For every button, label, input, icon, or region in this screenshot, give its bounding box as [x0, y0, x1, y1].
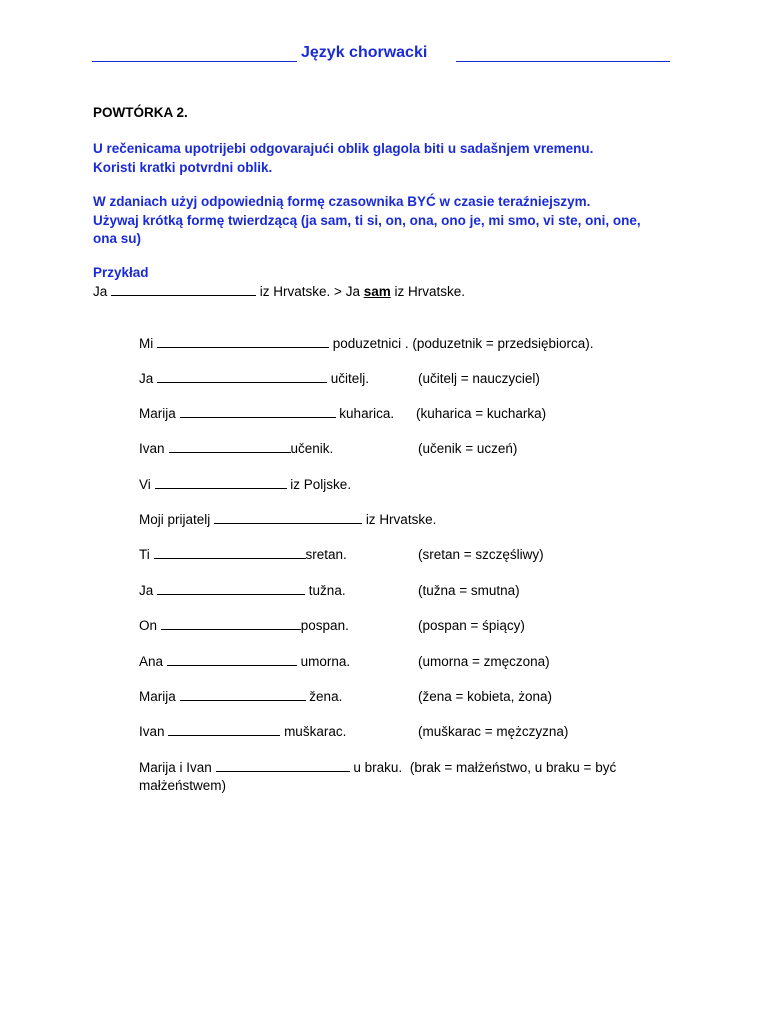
answer-blank[interactable] — [169, 442, 291, 453]
example-end: iz Hrvatske. — [394, 284, 466, 299]
exercise-predicate: iz Hrvatske. — [365, 512, 437, 527]
exercise-row — [139, 512, 436, 527]
exercise-subject: Mi — [139, 336, 154, 351]
exercise-predicate: umorna. — [300, 654, 351, 669]
answer-blank[interactable] — [180, 407, 336, 418]
exercise-gloss: (brak = małżeństwo, u braku = być małżeństwem) — [139, 760, 617, 793]
exercise-subject: Marija — [139, 406, 176, 421]
exercise-subject: Ja — [139, 583, 154, 598]
exercise-subject: On — [139, 618, 158, 633]
answer-blank[interactable] — [154, 548, 306, 559]
exercise-predicate: učenik. — [290, 441, 334, 456]
exercise-row — [139, 406, 394, 421]
exercise-subject: Ivan — [139, 724, 165, 739]
exercise-row — [139, 583, 346, 598]
page-title: Język chorwacki — [301, 44, 428, 61]
instruction-line: Używaj krótką formę twierdzącą (ja sam, ti si, on, ona, ono je, mi smo, vi ste, oni, one, — [93, 212, 641, 228]
answer-blank[interactable] — [157, 372, 327, 383]
instruction-line: U rečenicama upotrijebi odgovarajući oblik glagola biti u sadašnjem vremenu. — [93, 141, 594, 156]
exercise-row — [139, 654, 350, 669]
exercise-subject: Ana — [139, 654, 164, 669]
exercise-gloss: (tužna = smutna) — [418, 583, 520, 598]
exercise-predicate: učitelj. — [330, 371, 370, 386]
exercise-subject: Ivan — [139, 441, 165, 456]
exercise-gloss: (muškarac = mężczyzna) — [418, 724, 569, 739]
section-heading: POWTÓRKA 2. — [93, 105, 188, 120]
answer-blank[interactable] — [157, 337, 329, 348]
exercise-gloss: (sretan = szczęśliwy) — [418, 547, 544, 562]
instructions-polish — [93, 193, 683, 249]
exercise-row — [139, 724, 346, 739]
answer-blank[interactable] — [216, 761, 350, 772]
exercise-row — [139, 477, 351, 492]
title-rule-left — [92, 61, 297, 62]
exercise-gloss: (učenik = uczeń) — [418, 441, 518, 456]
exercise-predicate: sretan. — [305, 547, 347, 562]
example-start: Ja — [93, 284, 108, 299]
exercise-row — [139, 371, 369, 386]
exercise-predicate: žena. — [309, 689, 343, 704]
answer-blank[interactable] — [168, 725, 280, 736]
example-answer: sam — [363, 284, 391, 299]
exercise-predicate: muškarac. — [284, 724, 347, 739]
exercise-subject: Ja — [139, 371, 154, 386]
exercise-row — [139, 336, 594, 351]
exercise-predicate: tužna. — [308, 583, 346, 598]
answer-blank[interactable] — [161, 619, 301, 630]
exercise-row — [139, 441, 333, 456]
example-sentence — [93, 284, 465, 299]
answer-blank[interactable] — [167, 655, 297, 666]
exercise-row-last — [139, 759, 659, 795]
title-rule-right — [456, 61, 670, 62]
exercise-row — [139, 618, 349, 633]
exercise-gloss: (kuharica = kucharka) — [416, 406, 547, 421]
answer-blank[interactable] — [155, 478, 287, 489]
answer-blank[interactable] — [180, 690, 306, 701]
exercise-predicate: pospan. — [300, 618, 349, 633]
title-row — [92, 44, 670, 64]
exercise-predicate: iz Poljske. — [290, 477, 352, 492]
exercise-row — [139, 689, 342, 704]
example-blank — [111, 285, 256, 296]
exercise-row — [139, 547, 347, 562]
exercise-gloss: (umorna = zmęczona) — [418, 654, 550, 669]
instructions-croatian — [93, 140, 683, 177]
exercise-gloss: (pospan = śpiący) — [418, 618, 525, 633]
exercise-subject: Moji prijatelj — [139, 512, 211, 527]
example-label: Przykład — [93, 265, 149, 280]
instruction-line: Koristi kratki potvrdni oblik. — [93, 159, 273, 175]
instruction-line: ona su) — [93, 231, 142, 246]
exercise-predicate: kuharica. — [339, 406, 395, 421]
answer-blank[interactable] — [157, 584, 305, 595]
exercise-gloss: (žena = kobieta, żona) — [418, 689, 552, 704]
example-middle: iz Hrvatske. > Ja — [259, 284, 360, 299]
exercise-subject: Marija — [139, 689, 176, 704]
exercise-predicate: u braku. — [353, 760, 403, 775]
exercise-predicate: poduzetnici . (poduzetnik = przedsiębiorca). — [332, 336, 594, 351]
exercise-subject: Ti — [139, 547, 150, 562]
answer-blank[interactable] — [214, 513, 362, 524]
exercise-subject: Vi — [139, 477, 151, 492]
exercise-gloss: (učitelj = nauczyciel) — [418, 371, 540, 386]
exercise-subject: Marija i Ivan — [139, 760, 212, 775]
instruction-line: W zdaniach użyj odpowiednią formę czasownika BYĆ w czasie teraźniejszym. — [93, 194, 591, 209]
